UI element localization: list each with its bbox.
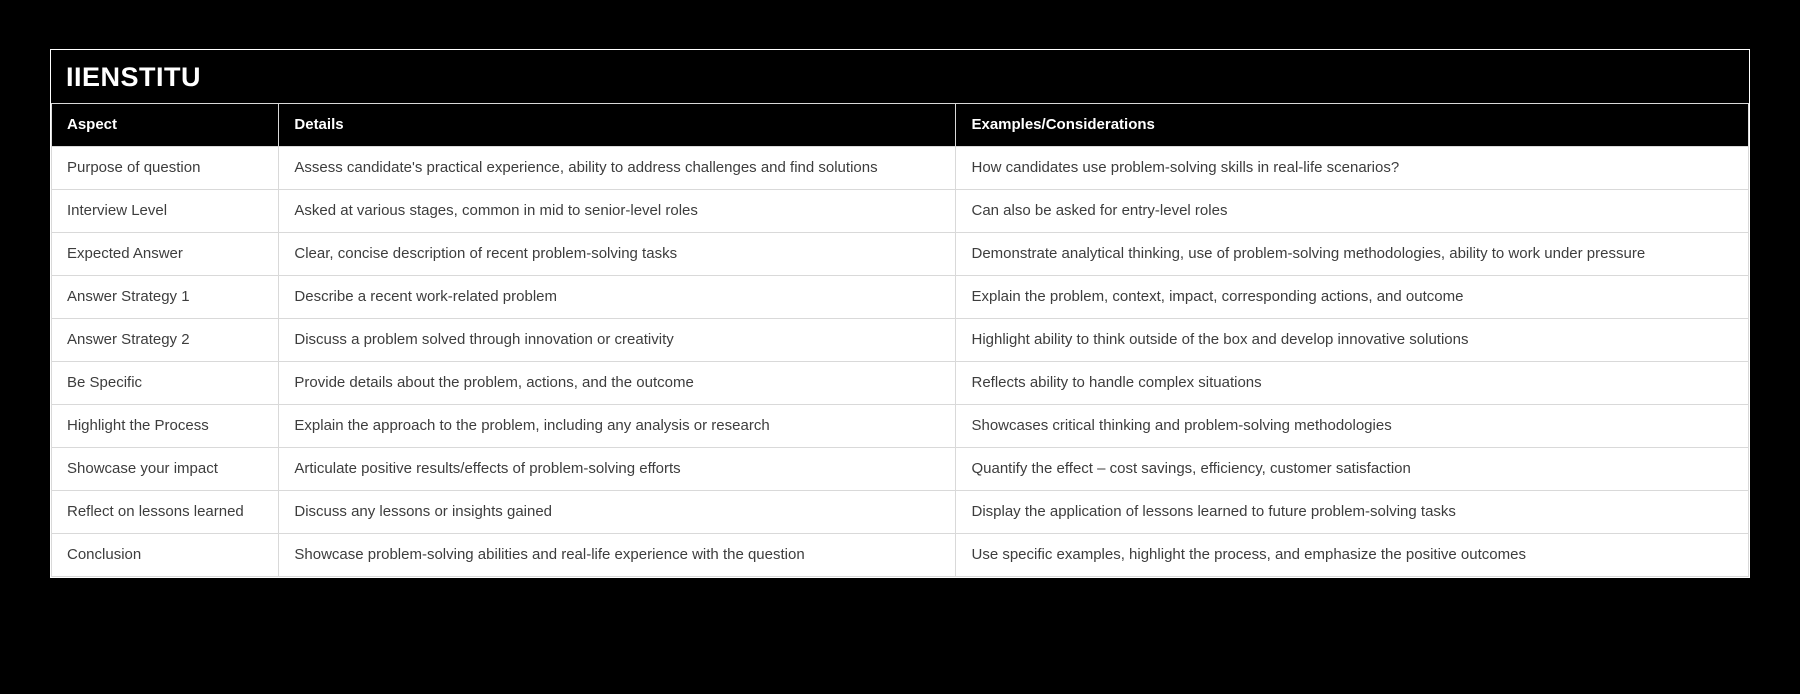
- aspect-cell: Answer Strategy 1: [52, 276, 279, 319]
- table-row: [52, 448, 1749, 491]
- aspect-cell: Purpose of question: [52, 147, 279, 190]
- table-row: [52, 534, 1749, 577]
- table-row: [52, 190, 1749, 233]
- examples-cell: Quantify the effect – cost savings, efficiency, customer satisfaction: [956, 448, 1749, 491]
- aspect-cell: Conclusion: [52, 534, 279, 577]
- details-cell: Assess candidate's practical experience, ability to address challenges and find solutions: [279, 147, 956, 190]
- table-row: [52, 491, 1749, 534]
- details-cell: Asked at various stages, common in mid to senior-level roles: [279, 190, 956, 233]
- examples-cell: Reflects ability to handle complex situations: [956, 362, 1749, 405]
- info-table: [51, 103, 1749, 577]
- table-row: [52, 276, 1749, 319]
- table-header-row: [52, 104, 1749, 147]
- examples-cell: Explain the problem, context, impact, corresponding actions, and outcome: [956, 276, 1749, 319]
- aspect-cell: Highlight the Process: [52, 405, 279, 448]
- examples-cell: Demonstrate analytical thinking, use of problem-solving methodologies, ability to work under pressure: [956, 233, 1749, 276]
- details-cell: Provide details about the problem, actions, and the outcome: [279, 362, 956, 405]
- page-title: IIENSTITU: [66, 62, 202, 92]
- examples-cell: How candidates use problem-solving skills in real-life scenarios?: [956, 147, 1749, 190]
- aspect-cell: Expected Answer: [52, 233, 279, 276]
- table-row: [52, 147, 1749, 190]
- table-row: [52, 233, 1749, 276]
- examples-cell: Showcases critical thinking and problem-solving methodologies: [956, 405, 1749, 448]
- details-cell: Discuss a problem solved through innovation or creativity: [279, 319, 956, 362]
- examples-cell: Use specific examples, highlight the process, and emphasize the positive outcomes: [956, 534, 1749, 577]
- details-cell: Discuss any lessons or insights gained: [279, 491, 956, 534]
- aspect-cell: Answer Strategy 2: [52, 319, 279, 362]
- column-header-examples: Examples/Considerations: [956, 104, 1749, 147]
- aspect-cell: Reflect on lessons learned: [52, 491, 279, 534]
- details-cell: Showcase problem-solving abilities and real-life experience with the question: [279, 534, 956, 577]
- details-cell: Articulate positive results/effects of problem-solving efforts: [279, 448, 956, 491]
- table-panel: [50, 49, 1750, 578]
- examples-cell: Can also be asked for entry-level roles: [956, 190, 1749, 233]
- table-row: [52, 362, 1749, 405]
- details-cell: Describe a recent work-related problem: [279, 276, 956, 319]
- table-body: [52, 147, 1749, 577]
- details-cell: Clear, concise description of recent problem-solving tasks: [279, 233, 956, 276]
- examples-cell: Display the application of lessons learned to future problem-solving tasks: [956, 491, 1749, 534]
- table-row: [52, 405, 1749, 448]
- details-cell: Explain the approach to the problem, including any analysis or research: [279, 405, 956, 448]
- column-header-details: Details: [279, 104, 956, 147]
- column-header-aspect: Aspect: [52, 104, 279, 147]
- aspect-cell: Showcase your impact: [52, 448, 279, 491]
- aspect-cell: Interview Level: [52, 190, 279, 233]
- examples-cell: Highlight ability to think outside of the box and develop innovative solutions: [956, 319, 1749, 362]
- aspect-cell: Be Specific: [52, 362, 279, 405]
- table-row: [52, 319, 1749, 362]
